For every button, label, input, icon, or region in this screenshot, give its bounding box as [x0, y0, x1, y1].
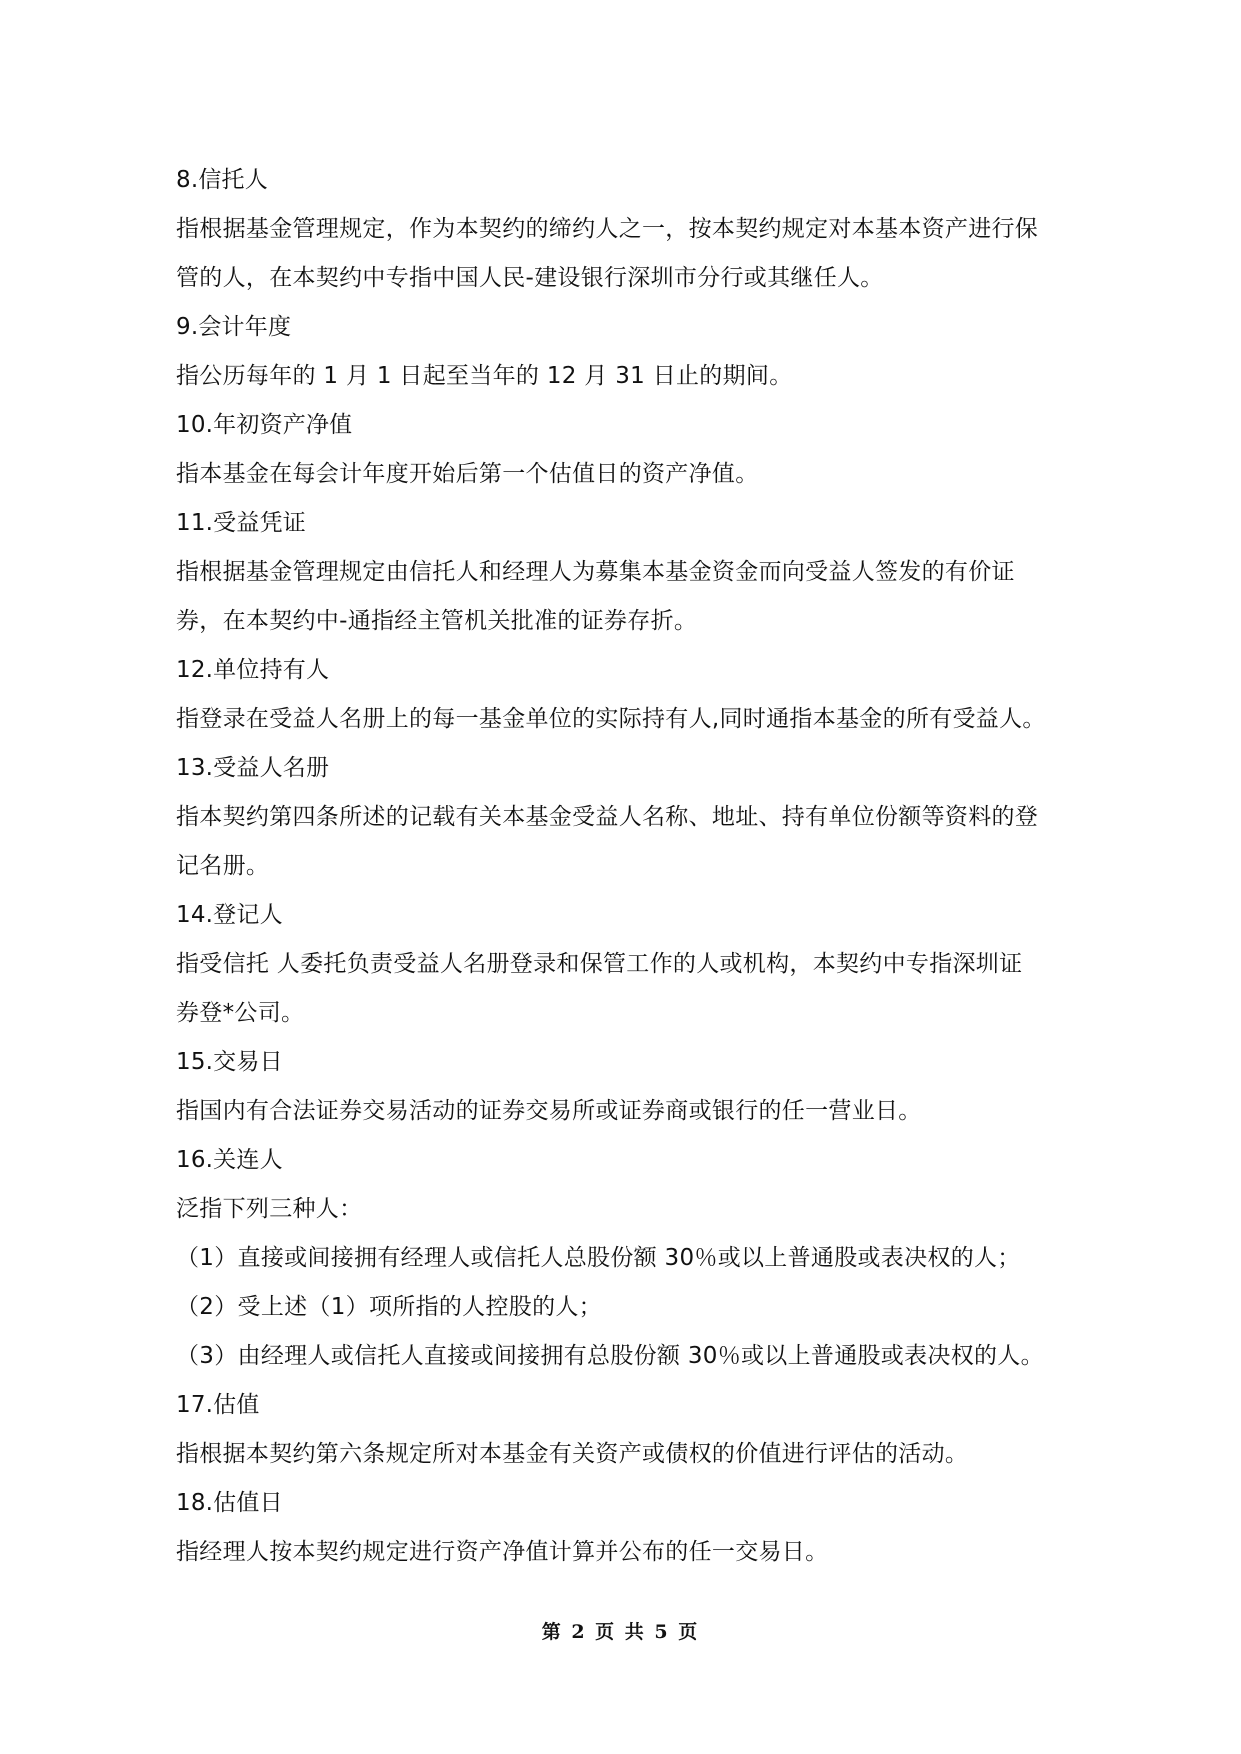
document-body — [176, 156, 1116, 1577]
paragraph-line: 指受信托 人委托负责受益人名册登录和保管工作的人或机构，本契约中专指深圳证 — [176, 951, 1023, 977]
paragraph-line: 指根据本契约第六条规定所对本基金有关资产或债权的价值进行评估的活动。 — [176, 1441, 969, 1467]
paragraph-line: 记名册。 — [176, 853, 270, 879]
section-heading: 10.年初资产净值 — [176, 412, 353, 438]
section-heading: 9.会计年度 — [176, 314, 292, 340]
paragraph-line: 泛指下列三种人： — [176, 1196, 363, 1222]
paragraph-line: 指本契约第四条所述的记载有关本基金受益人名称、地址、持有单位份额等资料的登 — [176, 804, 1039, 830]
section-heading: 14.登记人 — [176, 902, 283, 928]
paragraph-line: 指根据基金管理规定由信托人和经理人为募集本基金资金而向受益人签发的有价证 — [176, 559, 1015, 585]
section-heading: 16.关连人 — [176, 1147, 283, 1173]
paragraph-line: （2）受上述（1）项所指的人控股的人； — [176, 1294, 602, 1320]
section-heading: 12.单位持有人 — [176, 657, 330, 683]
paragraph-line: 指国内有合法证券交易活动的证券交易所或证券商或银行的任一营业日。 — [176, 1098, 922, 1124]
section-heading: 8.信托人 — [176, 167, 268, 193]
section-heading: 17.估值 — [176, 1392, 260, 1418]
paragraph-line: 指根据基金管理规定，作为本契约的缔约人之一，按本契约规定对本基本资产进行保 — [176, 216, 1039, 242]
paragraph-line: 管的人，在本契约中专指中国人民-建设银行深圳市分行或其继任人。 — [176, 265, 884, 291]
paragraph-line: 券登*公司。 — [176, 1000, 305, 1026]
paragraph-line: （3）由经理人或信托人直接或间接拥有总股份额 30％或以上普通股或表决权的人。 — [176, 1343, 1044, 1369]
section-heading: 11.受益凭证 — [176, 510, 306, 536]
page-number-footer: 第 2 页 共 5 页 — [541, 1621, 700, 1643]
section-heading: 13.受益人名册 — [176, 755, 330, 781]
section-heading: 15.交易日 — [176, 1049, 283, 1075]
paragraph-line: 指公历每年的 1 月 1 日起至当年的 12 月 31 日止的期间。 — [176, 363, 793, 389]
paragraph-line: 券，在本契约中-通指经主管机关批准的证券存折。 — [176, 608, 698, 634]
paragraph-line: 指本基金在每会计年度开始后第一个估值日的资产净值。 — [176, 461, 759, 487]
paragraph-line: 指登录在受益人名册上的每一基金单位的实际持有人,同时通指本基金的所有受益人。 — [176, 706, 1046, 732]
section-heading: 18.估值日 — [176, 1490, 283, 1516]
paragraph-line: （1）直接或间接拥有经理人或信托人总股份额 30％或以上普通股或表决权的人； — [176, 1245, 1021, 1271]
paragraph-line: 指经理人按本契约规定进行资产净值计算并公布的任一交易日。 — [176, 1539, 829, 1565]
